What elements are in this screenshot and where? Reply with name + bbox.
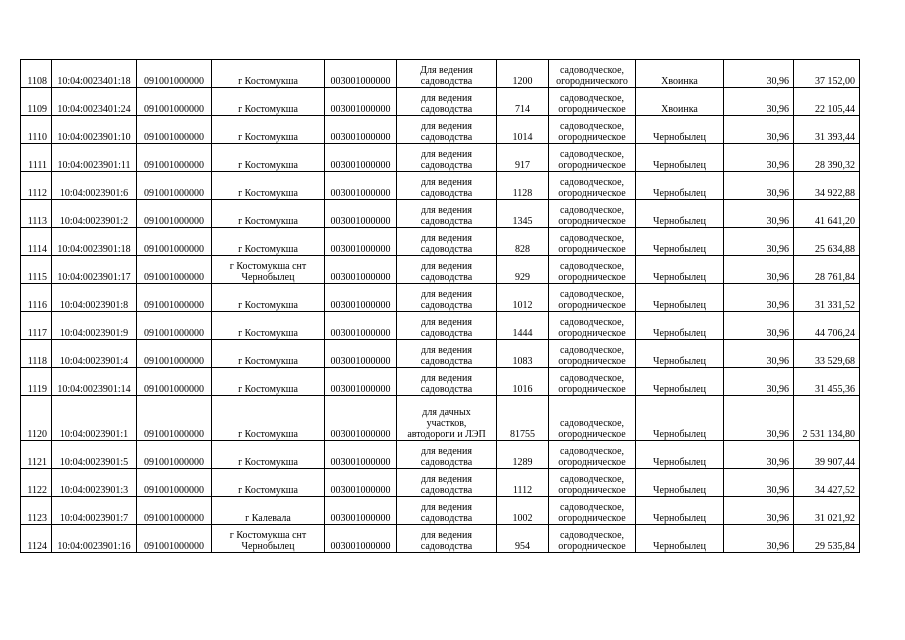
row-number-cell: 1109 xyxy=(21,88,52,116)
row-number-cell: 1112 xyxy=(21,172,52,200)
locality-cell xyxy=(212,256,325,284)
row-number-cell: 1121 xyxy=(21,441,52,469)
permitted-use-cell-line: садоводства xyxy=(420,160,473,171)
table-row xyxy=(21,396,860,441)
land-category-cell-line: садоводческое, xyxy=(559,149,625,160)
specific-value-cell: 30,96 xyxy=(724,200,794,228)
oktmo-code-cell: 003001000000 xyxy=(325,88,397,116)
row-number-cell: 1113 xyxy=(21,200,52,228)
row-number-cell: 1111 xyxy=(21,144,52,172)
permitted-use-cell xyxy=(397,525,497,553)
location-cell: Чернобылец xyxy=(636,256,724,284)
permitted-use-cell xyxy=(397,469,497,497)
permitted-use-cell-line: садоводства xyxy=(420,513,473,524)
oktmo-code-cell: 003001000000 xyxy=(325,497,397,525)
oktmo-code-cell: 003001000000 xyxy=(325,469,397,497)
area-cell: 1112 xyxy=(497,469,549,497)
specific-value-cell: 30,96 xyxy=(724,396,794,441)
permitted-use-cell-line: участков, xyxy=(426,418,467,429)
table-row xyxy=(21,144,860,172)
land-category-cell xyxy=(549,256,636,284)
oktmo-code-cell: 003001000000 xyxy=(325,200,397,228)
locality-cell xyxy=(212,441,325,469)
okato-code-cell: 091001000000 xyxy=(137,396,212,441)
cadastral-number-cell: 10:04:0023901:18 xyxy=(52,228,137,256)
permitted-use-cell-line: садоводства xyxy=(420,384,473,395)
permitted-use-cell xyxy=(397,60,497,88)
table-row xyxy=(21,228,860,256)
permitted-use-cell xyxy=(397,396,497,441)
cadastral-value-cell: 34 922,88 xyxy=(794,172,860,200)
locality-cell-line: г Костомукша xyxy=(238,328,298,339)
cadastral-value-cell: 34 427,52 xyxy=(794,469,860,497)
oktmo-code-cell: 003001000000 xyxy=(325,368,397,396)
okato-code-cell: 091001000000 xyxy=(137,200,212,228)
locality-cell-line: г Костомукша xyxy=(238,104,298,115)
locality-cell-line: г Костомукша снт xyxy=(229,530,307,541)
land-category-cell-line: огородническое xyxy=(558,132,626,143)
permitted-use-cell-line: садоводства xyxy=(420,76,473,87)
oktmo-code-cell: 003001000000 xyxy=(325,340,397,368)
specific-value-cell: 30,96 xyxy=(724,497,794,525)
cadastral-value-cell: 22 105,44 xyxy=(794,88,860,116)
oktmo-code-cell: 003001000000 xyxy=(325,60,397,88)
locality-cell-line: г Костомукша xyxy=(238,132,298,143)
land-category-cell-line: садоводческое, xyxy=(559,121,625,132)
land-category-cell-line: садоводческое, xyxy=(559,177,625,188)
locality-cell xyxy=(212,312,325,340)
locality-cell-line: Чернобылец xyxy=(241,541,295,552)
locality-cell xyxy=(212,469,325,497)
locality-cell-line: г Костомукша xyxy=(238,76,298,87)
land-category-cell xyxy=(549,525,636,553)
row-number-cell: 1114 xyxy=(21,228,52,256)
location-cell: Чернобылец xyxy=(636,525,724,553)
cadastral-value-cell: 31 331,52 xyxy=(794,284,860,312)
land-category-cell-line: садоводческое, xyxy=(559,345,625,356)
permitted-use-cell-line: садоводства xyxy=(420,132,473,143)
specific-value-cell: 30,96 xyxy=(724,88,794,116)
specific-value-cell: 30,96 xyxy=(724,116,794,144)
permitted-use-cell-line: для ведения xyxy=(421,289,472,300)
locality-cell xyxy=(212,60,325,88)
locality-cell xyxy=(212,200,325,228)
locality-cell-line: г Костомукша xyxy=(238,457,298,468)
land-category-cell-line: садоводческое, xyxy=(559,446,625,457)
row-number-cell: 1119 xyxy=(21,368,52,396)
land-category-cell xyxy=(549,312,636,340)
okato-code-cell: 091001000000 xyxy=(137,172,212,200)
permitted-use-cell-line: для ведения xyxy=(421,530,472,541)
cadastral-number-cell: 10:04:0023901:17 xyxy=(52,256,137,284)
permitted-use-cell-line: садоводства xyxy=(420,485,473,496)
oktmo-code-cell: 003001000000 xyxy=(325,312,397,340)
cadastral-value-cell: 41 641,20 xyxy=(794,200,860,228)
okato-code-cell: 091001000000 xyxy=(137,312,212,340)
cadastral-number-cell: 10:04:0023901:11 xyxy=(52,144,137,172)
location-cell: Чернобылец xyxy=(636,441,724,469)
land-category-cell xyxy=(549,88,636,116)
land-category-cell-line: огородническое xyxy=(558,513,626,524)
table-body xyxy=(21,60,860,553)
land-category-cell-line: огородническое xyxy=(558,216,626,227)
cadastral-number-cell: 10:04:0023901:16 xyxy=(52,525,137,553)
locality-cell xyxy=(212,88,325,116)
permitted-use-cell-line: для ведения xyxy=(421,373,472,384)
permitted-use-cell xyxy=(397,312,497,340)
land-category-cell-line: огородническое xyxy=(558,188,626,199)
row-number-cell: 1122 xyxy=(21,469,52,497)
permitted-use-cell-line: садоводства xyxy=(420,541,473,552)
locality-cell xyxy=(212,497,325,525)
land-category-cell-line: огородническое xyxy=(558,356,626,367)
okato-code-cell: 091001000000 xyxy=(137,144,212,172)
land-category-cell-line: садоводческое, xyxy=(559,65,625,76)
oktmo-code-cell: 003001000000 xyxy=(325,144,397,172)
okato-code-cell: 091001000000 xyxy=(137,284,212,312)
table-row xyxy=(21,340,860,368)
oktmo-code-cell: 003001000000 xyxy=(325,116,397,144)
okato-code-cell: 091001000000 xyxy=(137,228,212,256)
permitted-use-cell-line: для ведения xyxy=(421,233,472,244)
location-cell: Чернобылец xyxy=(636,200,724,228)
cadastral-number-cell: 10:04:0023901:7 xyxy=(52,497,137,525)
locality-cell-line: г Костомукша xyxy=(238,160,298,171)
table-row xyxy=(21,200,860,228)
row-number-cell: 1115 xyxy=(21,256,52,284)
row-number-cell: 1123 xyxy=(21,497,52,525)
cadastral-number-cell: 10:04:0023401:24 xyxy=(52,88,137,116)
okato-code-cell: 091001000000 xyxy=(137,441,212,469)
cadastral-value-cell: 28 390,32 xyxy=(794,144,860,172)
land-category-cell-line: огородническое xyxy=(558,160,626,171)
cadastral-value-cell: 31 393,44 xyxy=(794,116,860,144)
specific-value-cell: 30,96 xyxy=(724,144,794,172)
permitted-use-cell xyxy=(397,368,497,396)
permitted-use-cell-line: для ведения xyxy=(421,93,472,104)
oktmo-code-cell: 003001000000 xyxy=(325,228,397,256)
land-category-cell-line: огородническое xyxy=(558,300,626,311)
okato-code-cell: 091001000000 xyxy=(137,340,212,368)
row-number-cell: 1118 xyxy=(21,340,52,368)
permitted-use-cell-line: садоводства xyxy=(420,244,473,255)
okato-code-cell: 091001000000 xyxy=(137,525,212,553)
land-category-cell-line: садоводческое, xyxy=(559,205,625,216)
area-cell: 1016 xyxy=(497,368,549,396)
location-cell: Чернобылец xyxy=(636,340,724,368)
cadastral-value-cell: 39 907,44 xyxy=(794,441,860,469)
land-category-cell-line: садоводческое, xyxy=(559,289,625,300)
row-number-cell: 1110 xyxy=(21,116,52,144)
specific-value-cell: 30,96 xyxy=(724,172,794,200)
cadastral-value-cell: 28 761,84 xyxy=(794,256,860,284)
land-category-cell-line: садоводческое, xyxy=(559,233,625,244)
land-category-cell-line: огородническое xyxy=(558,429,626,440)
land-category-cell-line: садоводческое, xyxy=(559,474,625,485)
land-category-cell xyxy=(549,144,636,172)
row-number-cell: 1124 xyxy=(21,525,52,553)
cadastral-value-cell: 25 634,88 xyxy=(794,228,860,256)
locality-cell-line: г Костомукша xyxy=(238,485,298,496)
area-cell: 1345 xyxy=(497,200,549,228)
cadastral-number-cell: 10:04:0023901:14 xyxy=(52,368,137,396)
permitted-use-cell xyxy=(397,144,497,172)
locality-cell-line: г Костомукша xyxy=(238,356,298,367)
oktmo-code-cell: 003001000000 xyxy=(325,172,397,200)
okato-code-cell: 091001000000 xyxy=(137,497,212,525)
specific-value-cell: 30,96 xyxy=(724,469,794,497)
cadastral-number-cell: 10:04:0023901:9 xyxy=(52,312,137,340)
land-category-cell xyxy=(549,497,636,525)
land-category-cell xyxy=(549,116,636,144)
specific-value-cell: 30,96 xyxy=(724,525,794,553)
table-row xyxy=(21,469,860,497)
land-category-cell-line: садоводческое, xyxy=(559,418,625,429)
land-category-cell-line: садоводческое, xyxy=(559,261,625,272)
cadastral-value-cell: 2 531 134,80 xyxy=(794,396,860,441)
cadastral-value-cell: 44 706,24 xyxy=(794,312,860,340)
okato-code-cell: 091001000000 xyxy=(137,88,212,116)
area-cell: 954 xyxy=(497,525,549,553)
permitted-use-cell-line: для ведения xyxy=(421,502,472,513)
cadastral-value-cell: 29 535,84 xyxy=(794,525,860,553)
locality-cell-line: г Костомукша xyxy=(238,216,298,227)
table-row xyxy=(21,88,860,116)
okato-code-cell: 091001000000 xyxy=(137,116,212,144)
permitted-use-cell xyxy=(397,172,497,200)
area-cell: 714 xyxy=(497,88,549,116)
area-cell: 1289 xyxy=(497,441,549,469)
permitted-use-cell-line: для ведения xyxy=(421,177,472,188)
locality-cell-line: г Костомукша xyxy=(238,384,298,395)
cadastral-number-cell: 10:04:0023401:18 xyxy=(52,60,137,88)
table-row xyxy=(21,284,860,312)
specific-value-cell: 30,96 xyxy=(724,368,794,396)
permitted-use-cell-line: для ведения xyxy=(421,149,472,160)
specific-value-cell: 30,96 xyxy=(724,312,794,340)
permitted-use-cell xyxy=(397,200,497,228)
locality-cell-line: Чернобылец xyxy=(241,272,295,283)
land-category-cell-line: огороднического xyxy=(556,76,628,87)
specific-value-cell: 30,96 xyxy=(724,340,794,368)
locality-cell-line: г Костомукша xyxy=(238,188,298,199)
permitted-use-cell-line: для ведения xyxy=(421,446,472,457)
location-cell: Чернобылец xyxy=(636,312,724,340)
location-cell: Чернобылец xyxy=(636,116,724,144)
land-category-cell-line: огородническое xyxy=(558,384,626,395)
row-number-cell: 1120 xyxy=(21,396,52,441)
specific-value-cell: 30,96 xyxy=(724,60,794,88)
land-plot-table-page xyxy=(20,59,860,553)
locality-cell xyxy=(212,172,325,200)
location-cell: Чернобылец xyxy=(636,284,724,312)
area-cell: 81755 xyxy=(497,396,549,441)
permitted-use-cell xyxy=(397,228,497,256)
area-cell: 1014 xyxy=(497,116,549,144)
locality-cell-line: г Костомукша xyxy=(238,300,298,311)
cadastral-number-cell: 10:04:0023901:2 xyxy=(52,200,137,228)
cadastral-number-cell: 10:04:0023901:4 xyxy=(52,340,137,368)
land-category-cell-line: огородническое xyxy=(558,328,626,339)
locality-cell-line: г Калевала xyxy=(245,513,291,524)
area-cell: 1200 xyxy=(497,60,549,88)
area-cell: 828 xyxy=(497,228,549,256)
locality-cell xyxy=(212,284,325,312)
permitted-use-cell xyxy=(397,116,497,144)
location-cell: Чернобылец xyxy=(636,396,724,441)
locality-cell xyxy=(212,396,325,441)
oktmo-code-cell: 003001000000 xyxy=(325,256,397,284)
permitted-use-cell-line: для дачных xyxy=(422,407,471,418)
land-category-cell xyxy=(549,340,636,368)
permitted-use-cell-line: для ведения xyxy=(421,345,472,356)
location-cell: Хвоинка xyxy=(636,88,724,116)
oktmo-code-cell: 003001000000 xyxy=(325,396,397,441)
cadastral-number-cell: 10:04:0023901:6 xyxy=(52,172,137,200)
okato-code-cell: 091001000000 xyxy=(137,256,212,284)
locality-cell-line: г Костомукша xyxy=(238,244,298,255)
land-category-cell-line: садоводческое, xyxy=(559,373,625,384)
table-row xyxy=(21,497,860,525)
oktmo-code-cell: 003001000000 xyxy=(325,284,397,312)
area-cell: 929 xyxy=(497,256,549,284)
row-number-cell: 1108 xyxy=(21,60,52,88)
specific-value-cell: 30,96 xyxy=(724,228,794,256)
land-category-cell xyxy=(549,441,636,469)
table-row xyxy=(21,116,860,144)
land-category-cell xyxy=(549,60,636,88)
location-cell: Чернобылец xyxy=(636,368,724,396)
cadastral-number-cell: 10:04:0023901:1 xyxy=(52,396,137,441)
location-cell: Чернобылец xyxy=(636,228,724,256)
permitted-use-cell-line: садоводства xyxy=(420,356,473,367)
locality-cell xyxy=(212,144,325,172)
specific-value-cell: 30,96 xyxy=(724,441,794,469)
locality-cell-line: г Костомукша xyxy=(238,429,298,440)
table-row xyxy=(21,525,860,553)
locality-cell xyxy=(212,368,325,396)
locality-cell-line: г Костомукша снт xyxy=(229,261,307,272)
cadastral-number-cell: 10:04:0023901:10 xyxy=(52,116,137,144)
permitted-use-cell xyxy=(397,256,497,284)
land-category-cell xyxy=(549,228,636,256)
cadastral-value-cell: 31 021,92 xyxy=(794,497,860,525)
land-category-cell-line: садоводческое, xyxy=(559,502,625,513)
permitted-use-cell-line: для ведения xyxy=(421,121,472,132)
permitted-use-cell-line: садоводства xyxy=(420,188,473,199)
cadastral-value-cell: 31 455,36 xyxy=(794,368,860,396)
land-category-cell xyxy=(549,368,636,396)
permitted-use-cell-line: для ведения xyxy=(421,474,472,485)
area-cell: 1012 xyxy=(497,284,549,312)
location-cell: Хвоинка xyxy=(636,60,724,88)
permitted-use-cell-line: садоводства xyxy=(420,300,473,311)
table-row xyxy=(21,172,860,200)
land-category-cell-line: огородническое xyxy=(558,272,626,283)
table-row xyxy=(21,60,860,88)
location-cell: Чернобылец xyxy=(636,172,724,200)
table-row xyxy=(21,441,860,469)
locality-cell xyxy=(212,525,325,553)
locality-cell xyxy=(212,340,325,368)
permitted-use-cell-line: садоводства xyxy=(420,457,473,468)
land-category-cell-line: огородническое xyxy=(558,541,626,552)
permitted-use-cell-line: для ведения xyxy=(421,261,472,272)
land-category-cell-line: огородническое xyxy=(558,244,626,255)
location-cell: Чернобылец xyxy=(636,469,724,497)
land-category-cell-line: огородническое xyxy=(558,485,626,496)
land-category-cell xyxy=(549,469,636,497)
okato-code-cell: 091001000000 xyxy=(137,469,212,497)
permitted-use-cell xyxy=(397,497,497,525)
locality-cell xyxy=(212,116,325,144)
location-cell: Чернобылец xyxy=(636,497,724,525)
land-category-cell xyxy=(549,200,636,228)
specific-value-cell: 30,96 xyxy=(724,256,794,284)
area-cell: 1128 xyxy=(497,172,549,200)
land-category-cell-line: садоводческое, xyxy=(559,317,625,328)
land-category-cell xyxy=(549,396,636,441)
land-category-cell-line: огородническое xyxy=(558,457,626,468)
table-row xyxy=(21,312,860,340)
permitted-use-cell xyxy=(397,88,497,116)
cadastral-number-cell: 10:04:0023901:5 xyxy=(52,441,137,469)
cadastral-value-cell: 37 152,00 xyxy=(794,60,860,88)
location-cell: Чернобылец xyxy=(636,144,724,172)
permitted-use-cell-line: Для ведения xyxy=(420,65,473,76)
land-category-cell-line: садоводческое, xyxy=(559,93,625,104)
land-category-cell-line: огородническое xyxy=(558,104,626,115)
cadastral-value-cell: 33 529,68 xyxy=(794,340,860,368)
land-category-cell xyxy=(549,284,636,312)
specific-value-cell: 30,96 xyxy=(724,284,794,312)
table-row xyxy=(21,368,860,396)
land-category-cell-line: садоводческое, xyxy=(559,530,625,541)
cadastral-number-cell: 10:04:0023901:8 xyxy=(52,284,137,312)
permitted-use-cell-line: садоводства xyxy=(420,328,473,339)
permitted-use-cell xyxy=(397,284,497,312)
permitted-use-cell-line: для ведения xyxy=(421,317,472,328)
permitted-use-cell xyxy=(397,340,497,368)
area-cell: 1444 xyxy=(497,312,549,340)
permitted-use-cell-line: для ведения xyxy=(421,205,472,216)
cadastral-number-cell: 10:04:0023901:3 xyxy=(52,469,137,497)
permitted-use-cell-line: садоводства xyxy=(420,216,473,227)
locality-cell xyxy=(212,228,325,256)
oktmo-code-cell: 003001000000 xyxy=(325,441,397,469)
land-plot-table xyxy=(20,59,860,553)
permitted-use-cell-line: садоводства xyxy=(420,104,473,115)
row-number-cell: 1116 xyxy=(21,284,52,312)
permitted-use-cell-line: автодороги и ЛЭП xyxy=(407,429,486,440)
okato-code-cell: 091001000000 xyxy=(137,60,212,88)
okato-code-cell: 091001000000 xyxy=(137,368,212,396)
oktmo-code-cell: 003001000000 xyxy=(325,525,397,553)
area-cell: 917 xyxy=(497,144,549,172)
area-cell: 1002 xyxy=(497,497,549,525)
row-number-cell: 1117 xyxy=(21,312,52,340)
table-row xyxy=(21,256,860,284)
area-cell: 1083 xyxy=(497,340,549,368)
permitted-use-cell-line: садоводства xyxy=(420,272,473,283)
land-category-cell xyxy=(549,172,636,200)
permitted-use-cell xyxy=(397,441,497,469)
